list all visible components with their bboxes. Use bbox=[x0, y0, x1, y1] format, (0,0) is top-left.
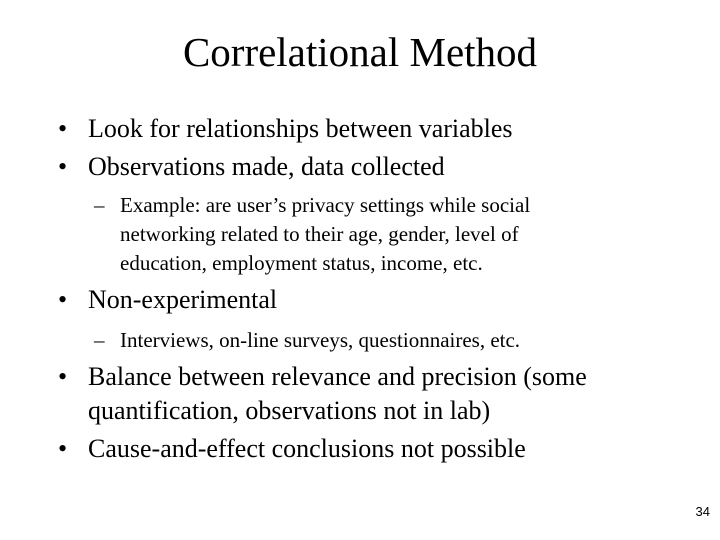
slide-title: Correlational Method bbox=[182, 29, 538, 75]
bullet-text: Non-experimental bbox=[88, 285, 278, 314]
dash-icon: – bbox=[94, 193, 105, 217]
sub-bullet-text: education, employment status, income, etc. bbox=[120, 251, 483, 275]
bullet-text: quantification, observations not in lab) bbox=[88, 396, 491, 425]
sub-bullet-text: Interviews, on-line surveys, questionnaires, etc. bbox=[120, 328, 521, 352]
bullet-icon: • bbox=[58, 152, 68, 181]
sub-bullet-continuation bbox=[120, 221, 519, 247]
sub-bullet-text: networking related to their age, gender, level of bbox=[120, 222, 519, 246]
sub-bullet-continuation bbox=[120, 250, 483, 276]
bullet-item bbox=[58, 285, 278, 315]
bullet-text: Look for relationships between variables bbox=[88, 114, 513, 143]
bullet-continuation bbox=[88, 396, 490, 426]
bullet-item bbox=[58, 152, 445, 182]
sub-bullet-item bbox=[94, 192, 531, 218]
bullet-item bbox=[58, 434, 526, 464]
page-number: 34 bbox=[695, 504, 710, 519]
bullet-icon: • bbox=[58, 362, 68, 391]
bullet-text: Cause-and-effect conclusions not possible bbox=[88, 434, 526, 463]
sub-bullet-item bbox=[94, 327, 521, 353]
bullet-icon: • bbox=[58, 434, 68, 463]
bullet-item bbox=[58, 114, 513, 144]
bullet-text: Observations made, data collected bbox=[88, 152, 445, 181]
dash-icon: – bbox=[94, 328, 105, 352]
sub-bullet-text: Example: are user’s privacy settings while social bbox=[120, 193, 531, 217]
bullet-icon: • bbox=[58, 285, 68, 314]
bullet-item bbox=[58, 362, 587, 392]
bullet-text: Balance between relevance and precision (some bbox=[88, 362, 587, 391]
bullet-icon: • bbox=[58, 114, 68, 143]
